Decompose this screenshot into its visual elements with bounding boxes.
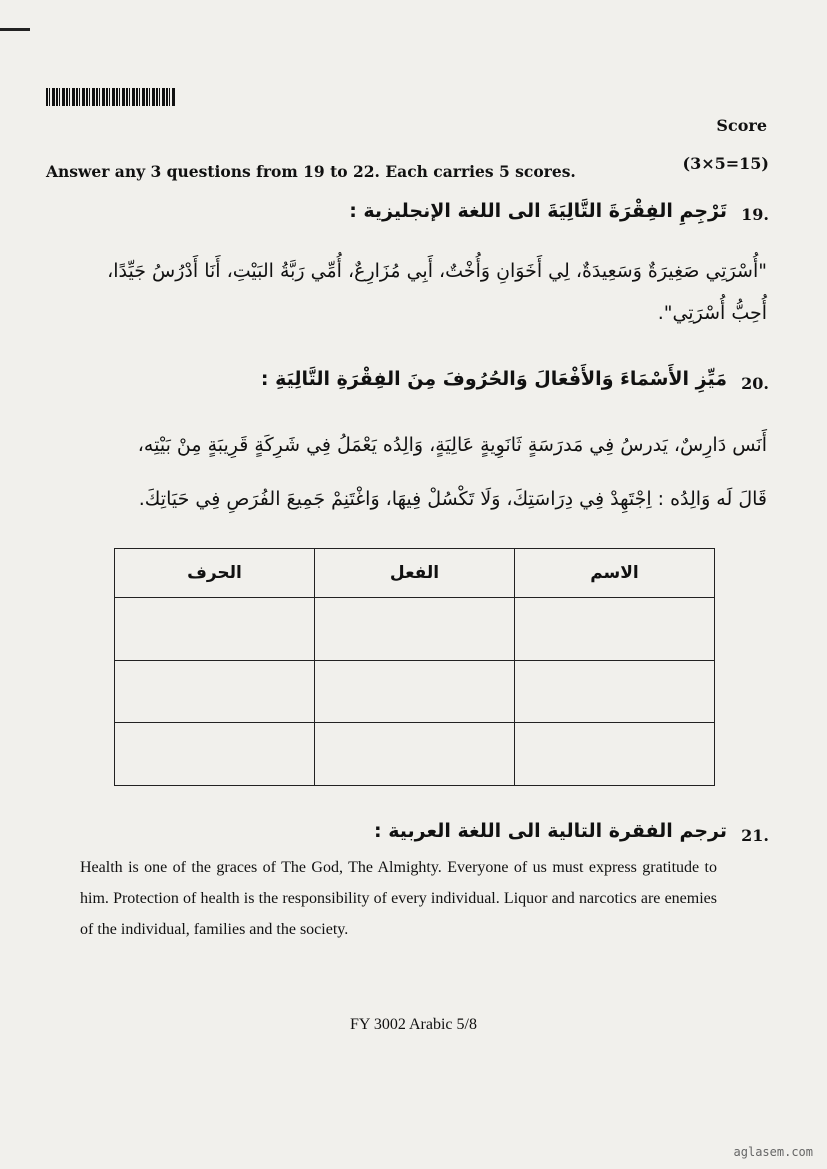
header-fil: الفعل	[315, 549, 515, 598]
top-edge-mark	[0, 28, 30, 31]
q19-number: 19.	[741, 205, 769, 224]
q19-line2: أُحِبُّ أُسْرَتِي".	[657, 302, 767, 324]
table-row	[115, 598, 715, 661]
marks-total: (3×5=15)	[682, 154, 769, 173]
header-ism: الاسم	[515, 549, 715, 598]
q20-prompt: مَيِّزِ الأَسْمَاءَ وَالأَفْعَالَ وَالحُرُوفَ مِنَ الفِقْرَةِ التَّالِيَةِ :	[260, 368, 727, 390]
header-harf: الحرف	[115, 549, 315, 598]
site-watermark: aglasem.com	[733, 1145, 813, 1159]
q20-number: 20.	[741, 374, 769, 393]
score-label: Score	[716, 116, 767, 135]
table-row	[115, 660, 715, 723]
barcode	[46, 88, 176, 106]
q20-line1: أَنَس دَارِسٌ، يَدرسُ فِي مَدرَسَةٍ ثَانَوِيةٍ عَالِيَةٍ، وَالِدُه يَعْمَلُ فِي شَرِكَةٍ قَرِيبَةٍ مِنْ بَيْتِه،	[137, 434, 767, 456]
table-header-row	[115, 549, 715, 598]
q19-prompt: تَرْجِمِ الفِقْرَةَ التَّالِيَةَ الى اللغة الإنجليزية :	[349, 200, 727, 222]
q21-passage: Health is one of the graces of The God, The Almighty. Everyone of us must express gratitude to him. Protection of health is the responsibility of every individual. Liquor and narcotics are enemies of the individual, families and the society.	[80, 859, 717, 938]
instruction: Answer any 3 questions from 19 to 22. Each carries 5 scores.	[46, 162, 576, 181]
q21-prompt: ترجم الفقرة التالية الى اللغة العربية :	[374, 820, 727, 842]
q20-line2: قَالَ لَه وَالِدُه : اِجْتَهِدْ فِي دِرَاسَتِكَ، وَلَا تَكْسُلْ فِيهَا، وَاغْتَنِمْ جَمِيعَ الفُرَصِ فِي حَيَاتِكَ.	[138, 488, 767, 510]
q21-number: 21.	[741, 826, 769, 845]
classification-table	[114, 548, 715, 786]
table-row	[115, 723, 715, 786]
q19-line1: "أُسْرَتِي صَغِيرَةٌ وَسَعِيدَةٌ، لِي أَخَوَانِ وَأُخْتٌ، أَبِي مُزَارِعٌ، أُمِّي رَبَّةُ البَيْتِ، أَنَا أَدْرُسُ جَيِّدًا،	[107, 260, 767, 282]
page-footer: FY 3002 Arabic 5/8	[350, 1016, 477, 1033]
